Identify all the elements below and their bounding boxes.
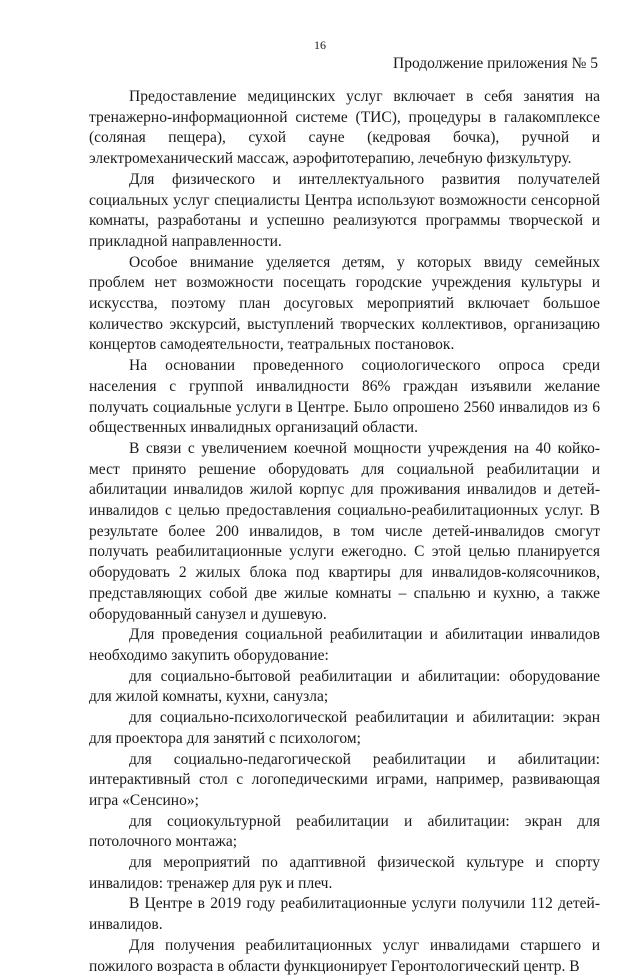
paragraph-equipment-sociocultural: для социокультурной реабилитации и абилитации: экран для потолочного монтажа; xyxy=(89,812,600,851)
paragraph-gerontology-center: Для получения реабилитационных услуг инвалидами старшего и пожилого возраста в области функционирует Геронтологический центр. В xyxy=(89,936,600,975)
appendix-continuation-note: Продолжение приложения № 5 xyxy=(393,55,598,72)
paragraph-survey: На основании проведенного социологического опроса среди населения с группой инвалидности 86% граждан изъявили желание получать социальные услуги в Центре. Было опрошено 2560 инвалидов из 6 общественных инвалидных организаций области. xyxy=(89,357,600,437)
paragraph-equipment-sport: для мероприятий по адаптивной физической культуре и спорту инвалидов: тренажер для рук и плеч. xyxy=(89,854,600,892)
paragraph-medical-services: Предоставление медицинских услуг включает в себя занятия на тренажерно-информационной системе (ТИС), процедуры в галакомплексе (соляная пещера), сухой сауне (кедровая бочка), ручной и электромеханический массаж, аэрофитотерапию, лечебную физкультуру. xyxy=(89,88,600,168)
paragraph-children: Особое внимание уделяется детям, у которых ввиду семейных проблем нет возможности посещать городские учреждения культуры и искусства, поэтому план досуговых мероприятий включает большое количество экскурсий, выступлений творческих коллективов, организацию концертов самодеятельности, театральных постановок. xyxy=(89,253,600,354)
page-number: 16 xyxy=(314,38,326,52)
paragraph-development: Для физического и интеллектуального развития получателей социальных услуг специалисты Центра используют возможности сенсорной комнаты, разработаны и успешно реализуются программы творческой и прикладной направленности. xyxy=(89,170,600,250)
paragraph-equipment-household: для социально-бытовой реабилитации и абилитации: оборудование для жилой комнаты, кухни, санузла; xyxy=(89,667,600,706)
paragraph-capacity: В связи с увеличением коечной мощности учреждения на 40 койко-мест принято решение оборудовать для социальной реабилитации и абилитации инвалидов жилой корпус для проживания инвалидов и детей-инвалидов с целью предоставления социально-реабилитационных услуг. В результате более 200 инвалидов, в том числе детей-инвалидов смогут получать реабилитационные услуги ежегодно. С этой целью планируется оборудовать 2 жилых блока под квартиры для инвалидов-колясочников, представляющих собой две жилые комнаты – спальню и кухню, а также оборудованный санузел и душевую. xyxy=(89,439,600,623)
paragraph-2019-results: В Центре в 2019 году реабилитационные услуги получили 112 детей-инвалидов. xyxy=(89,895,600,934)
body-text xyxy=(89,87,600,977)
paragraph-equipment-pedagogical: для социально-педагогической реабилитации и абилитации: интерактивный стол с логопедическими играми, например, развивающая игра «Сенсино»; xyxy=(89,750,600,809)
paragraph-equipment-psychological: для социально-психологической реабилитации и абилитации: экран для проектора для занятий с психологом; xyxy=(89,709,600,747)
paragraph-equipment-intro: Для проведения социальной реабилитации и абилитации инвалидов необходимо закупить оборудование: xyxy=(89,626,600,664)
